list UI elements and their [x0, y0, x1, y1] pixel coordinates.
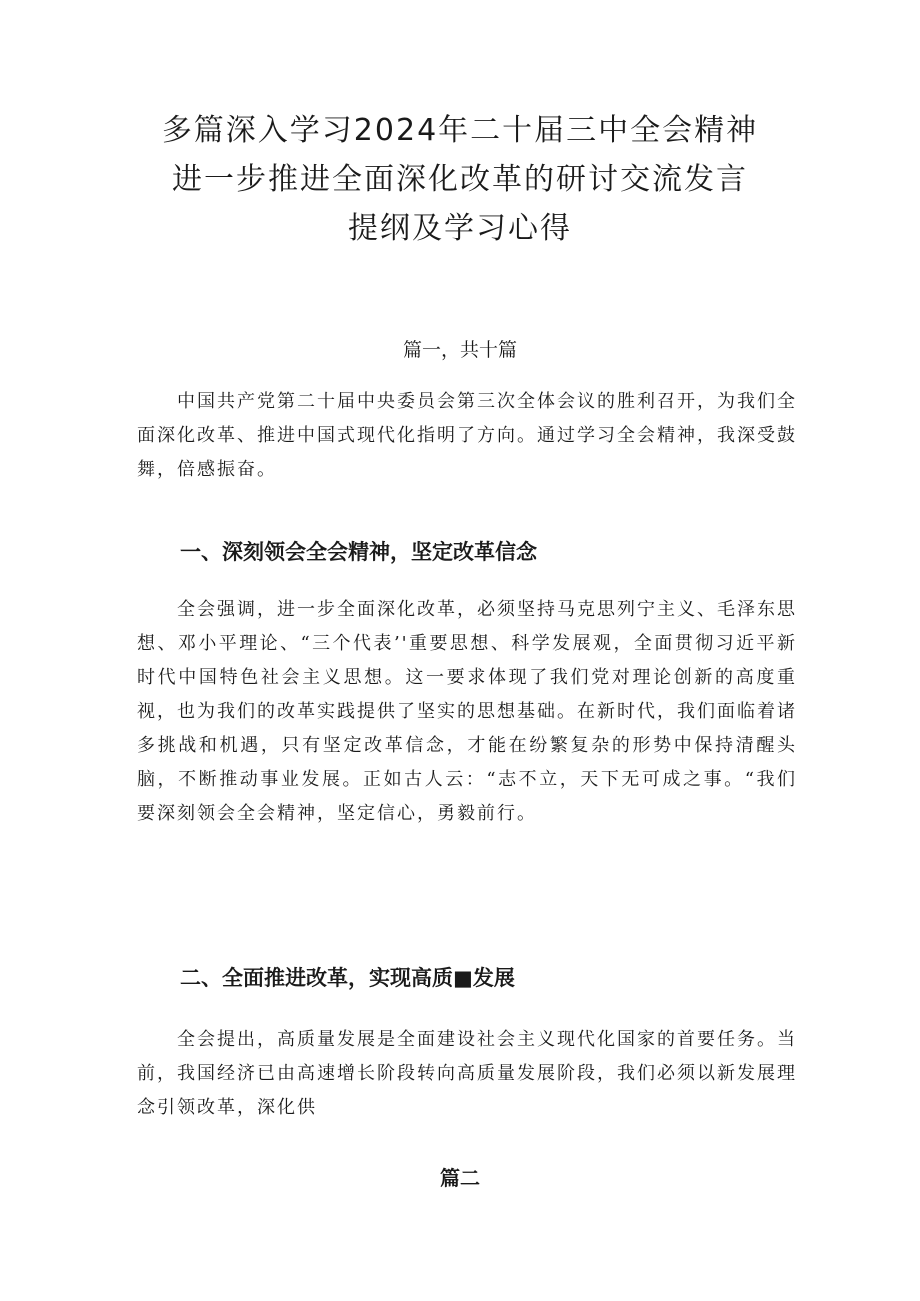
paragraph-one: 全会强调，进一步全面深化改革，必须坚持马克思列宁主义、毛泽东思想、邓小平理论、“三个代表’'重要思想、科学发展观，全面贯彻习近平新时代中国特色社会主义思想。这一要求体现了我们党对理论创新的高度重视，也为我们的改革实践提供了坚实的思想基础。在新时代，我们面临着诸多挑战和机遇，只有坚定改革信念，才能在纷繁复杂的形势中保持清醒头脑，不断推动事业发展。正如古人云：“志不立，天下无可成之事。“我们要深刻领会全会精神，坚定信心，勇毅前行。 [137, 599, 797, 824]
heading-one: 一、深刻领会全会精神，坚定改革信念 [180, 540, 537, 564]
section-two-label: 篇二 [440, 1166, 480, 1190]
section-one-label: 篇一，共十篇 [402, 339, 517, 361]
title-line-2: 进一步推进全面深化改革的研讨交流发言 [172, 162, 748, 197]
heading-two: 二、全面推进改革，实现高质■发展 [180, 966, 515, 990]
title-line-3: 提纲及学习心得 [348, 211, 572, 246]
intro-paragraph: 中国共产党第二十届中央委员会第三次全体会议的胜利召开，为我们全面深化改革、推进中国式现代化指明了方向。通过学习全会精神，我深受鼓舞，倍感振奋。 [137, 391, 797, 480]
paragraph-two: 全会提出，高质量发展是全面建设社会主义现代化国家的首要任务。当前，我国经济已由高速增长阶段转向高质量发展阶段，我们必须以新发展理念引领改革，深化供 [137, 1029, 797, 1118]
title-line-1: 多篇深入学习2024年二十届三中全会精神 [161, 113, 759, 148]
document-title [120, 106, 800, 253]
